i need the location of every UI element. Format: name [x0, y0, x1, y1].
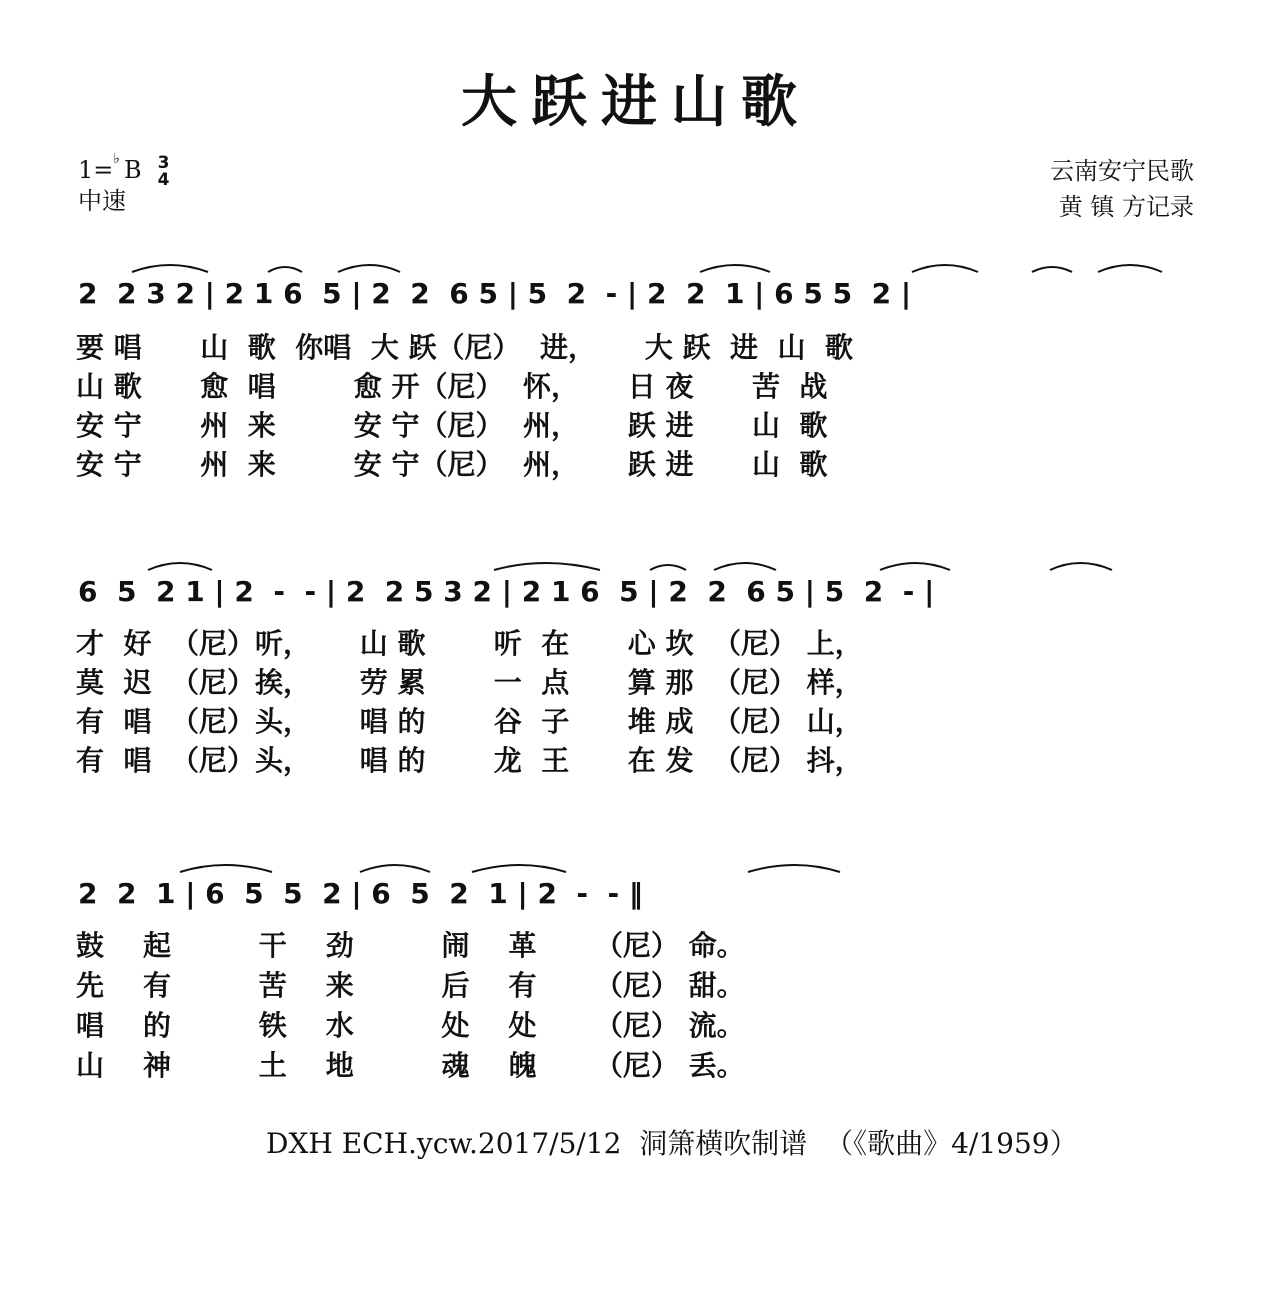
time-top: 3: [157, 152, 170, 173]
notation-text: 2 2 3 2 | 2 1 6 5 | 2 2 6 5 | 5 2 - | 2 2 1 | 6 5 5 2 |: [78, 277, 912, 310]
lyric-line-3-1: 鼓 起 干 劲 闹 革 （尼） 命。: [76, 929, 745, 962]
notation-line-1: [0, 274, 1272, 314]
lyric-line-3-4: 山 神 土 地 魂 魄 （尼） 丢。: [76, 1049, 745, 1082]
key-prefix: 1=: [78, 156, 114, 184]
lyric-line-1-1: 要 唱 山 歌 你唱 大 跃（尼） 进， 大 跃 进 山 歌: [76, 331, 853, 364]
lyric-line-3-3: 唱 的 铁 水 处 处 （尼） 流。: [76, 1009, 745, 1042]
key-signature: [78, 150, 169, 189]
key-note: B: [124, 156, 142, 184]
notation-line-2: [0, 572, 1272, 612]
lyric-line-2-3: 有 唱 （尼）头， 唱 的 谷 子 堆 成 （尼） 山，: [76, 705, 863, 738]
time-signature: [157, 152, 170, 190]
notation-text: 2 2 1 | 6 5 5 2 | 6 5 2 1 | 2 - - ‖: [78, 877, 643, 910]
lyric-line-1-3: 安 宁 州 来 安 宁（尼） 州， 跃 进 山 歌: [76, 409, 828, 442]
lyric-line-1-4: 安 宁 州 来 安 宁（尼） 州， 跃 进 山 歌: [76, 448, 828, 481]
footer-credit: DXH ECH.ycw.2017/5/12 洞箫横吹制谱 （《歌曲》4/1959）: [266, 1127, 1078, 1160]
song-recorder: 黄 镇 方记录: [1058, 193, 1194, 221]
time-bottom: 4: [157, 169, 170, 190]
lyric-line-2-1: 才 好 （尼）听， 山 歌 听 在 心 坎 （尼） 上，: [76, 627, 863, 660]
notation-line-3: [0, 874, 1272, 914]
song-title: 大跃进山歌: [461, 70, 811, 135]
flat-icon: ♭: [113, 151, 120, 167]
lyric-line-3-2: 先 有 苦 来 后 有 （尼） 甜。: [76, 969, 745, 1002]
tempo-marking: 中速: [78, 187, 126, 215]
lyric-line-2-4: 有 唱 （尼）头， 唱 的 龙 王 在 发 （尼） 抖，: [76, 744, 863, 777]
notation-text: 6 5 2 1 | 2 - - | 2 2 5 3 2 | 2 1 6 5 | 2 2 6 5 | 5 2 - |: [78, 575, 935, 608]
lyric-line-2-2: 莫 迟 （尼）挨， 劳 累 一 点 算 那 （尼） 样，: [76, 666, 863, 699]
song-origin: 云南安宁民歌: [1050, 157, 1194, 185]
lyric-line-1-2: 山 歌 愈 唱 愈 开（尼） 怀， 日 夜 苦 战: [76, 370, 828, 403]
